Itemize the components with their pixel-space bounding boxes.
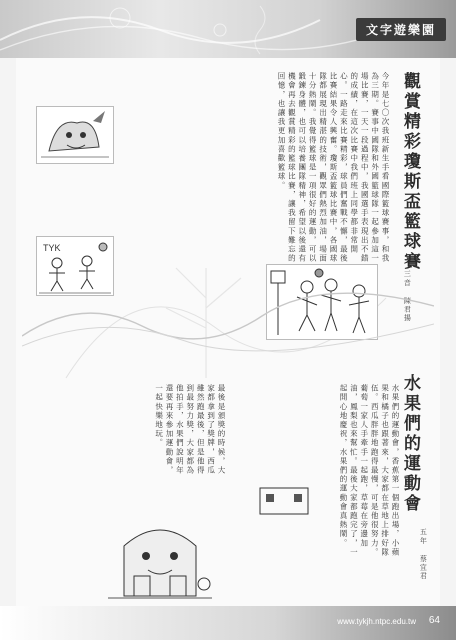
page-header: [0, 0, 456, 58]
section-title: 文字遊樂園: [356, 18, 446, 41]
svg-text:TYK: TYK: [43, 243, 61, 253]
page-number: 64: [428, 615, 440, 626]
article-1-author: 三音 陳君揚: [403, 270, 412, 323]
article-1-body: 今年是七〇次我班新生手看國際籃球賽事，和我為三期。賽事中國隊和外國籃球隊一起參加這一場比賽，一天一段過程中，我國選手表現出不錯的成績，在這次比賽中我們班上同學都非常開心。一路走來比賽精彩，球員們奮戰不懈，最後比賽結果令人興奮。瓊斯盃籃球比賽中，各國球隊都展現出精湛的技術，觀眾們熱烈加油，場面十分熱鬧。我覺得籃球是一項很好的運動，可以鍛鍊身體，也可以培養團隊精神，希望以後還有機會再去觀賞精彩的籃球比賽，讓我留下難忘的回憶，也讓我更加喜歡籃球。: [276, 72, 390, 264]
article-2-body-left: 最後是頒獎的時候，大家都拿到了獎牌，西瓜雖然跑最後，但是他得到最努力獎，大家都為他拍手，水果們說明年還要再來參加運動會，一起快樂地玩。: [154, 384, 226, 475]
article-2-body-right: 水果們的運動會，香蕉第一個跑出場，小蘋果和橘子也跟著來，大家都在草地上排好隊伍。西瓜胖胖地跑得最慢，可是他很努力。葡萄一家人手牽手一起跑，草莓在旁邊加油，鳳梨也來幫忙。最後大家都跑完了，一起開心地慶祝，水果們的運動會真熱鬧。: [338, 384, 400, 557]
article-2-author: 五年 蔡宜君: [419, 528, 428, 581]
section-divider-sketch: [22, 266, 434, 356]
article-2-title: 水果們的運動會: [400, 374, 420, 514]
footer-url: www.tykjh.ntpc.edu.tw: [337, 617, 416, 626]
basket-sketch-icon: [256, 484, 312, 518]
page-footer: [0, 606, 456, 640]
house-fruit-sketch-icon: [104, 506, 216, 602]
article-1-title: 觀賞精彩瓊斯盃籃球賽: [400, 72, 420, 272]
creature-drawing: [36, 106, 114, 164]
basket-drawing: [256, 484, 312, 518]
house-fruit-drawing: [104, 506, 216, 602]
creature-sketch-icon: [37, 107, 113, 163]
page-paper: [16, 58, 440, 606]
